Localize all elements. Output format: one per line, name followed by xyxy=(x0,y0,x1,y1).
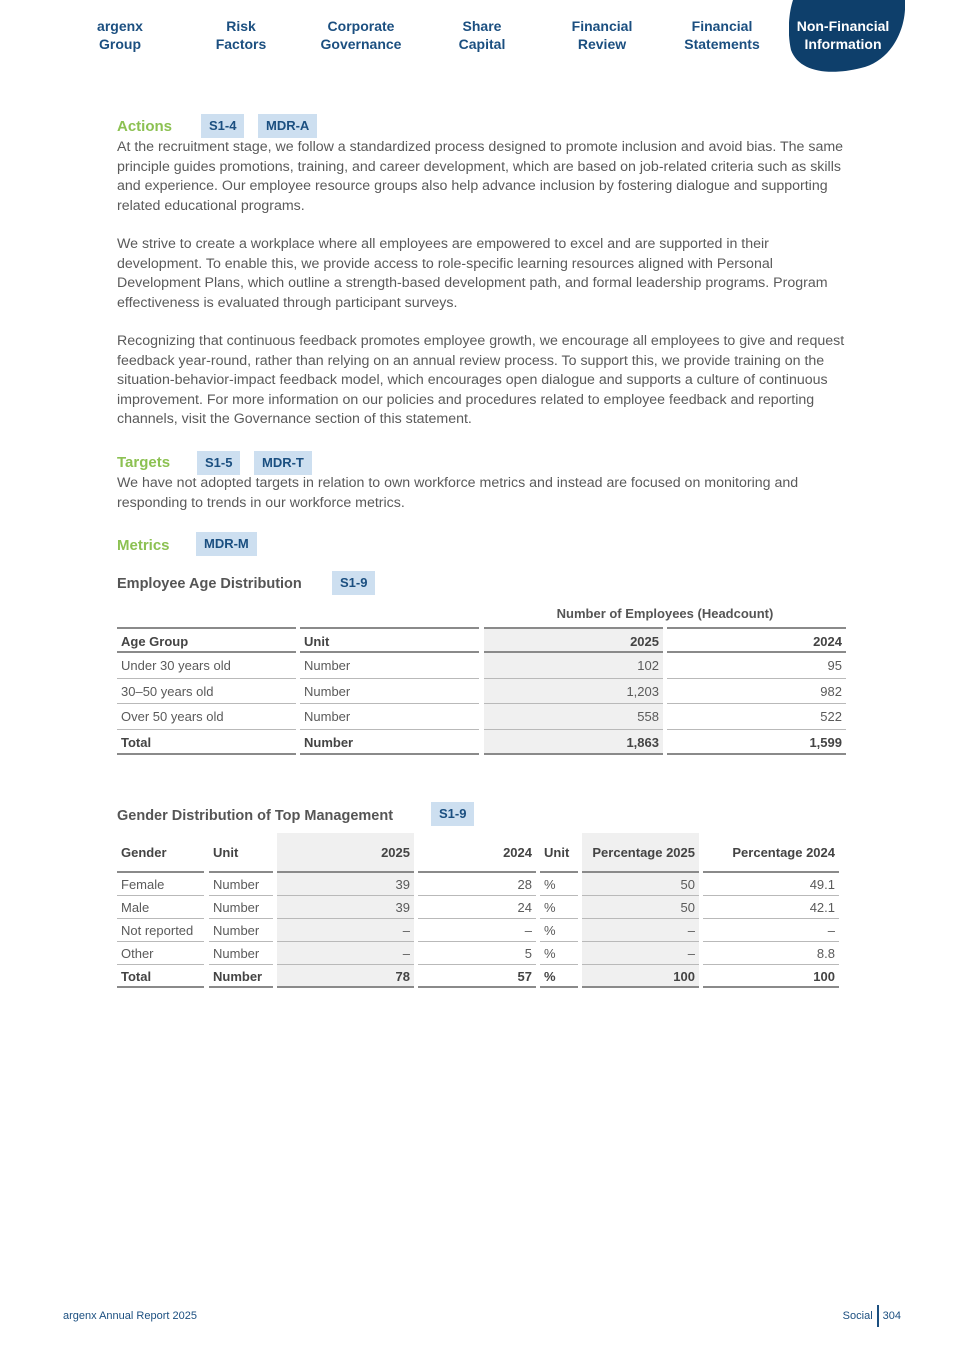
gender-table-row-cell: Male xyxy=(117,896,204,919)
targets-paragraph: We have not adopted targets in relation to own workforce metrics and instead are focused on monitoring and responding to trends in our workforce metrics. xyxy=(117,475,799,511)
table-header-cell: 2025 xyxy=(277,833,414,873)
table-header-cell: Percentage 2024 xyxy=(703,833,839,873)
gender-table-row-cell: 8.8 xyxy=(703,942,839,965)
gender-table-row-cell: 49.1 xyxy=(703,873,839,896)
top-navigation xyxy=(60,0,905,78)
gender-table-row-cell: – xyxy=(277,919,414,942)
table-total-cell: 78 xyxy=(277,965,414,988)
table-header-cell: Unit xyxy=(540,833,578,873)
age-table-row-cell: Under 30 years old xyxy=(117,653,296,679)
nav-item-financial-statements[interactable] xyxy=(662,17,782,53)
gender-table-row-cell: % xyxy=(540,873,578,896)
gender-table-row-cell: % xyxy=(540,896,578,919)
table-total-cell: % xyxy=(540,965,578,988)
gender-table-row-cell: Number xyxy=(209,896,273,919)
tag-s1-4[interactable]: S1-4 xyxy=(201,114,244,138)
age-table-row-cell: Over 50 years old xyxy=(117,704,296,730)
tag-s1-9-gender[interactable]: S1-9 xyxy=(431,802,474,826)
gender-table-row-cell: Number xyxy=(209,919,273,942)
actions-paragraph-3: Recognizing that continuous feedback promotes employee growth, we encourage all employees to give and request feedback year-round, rather than relying on an annual review process. To support this, we provide training on the situation-behavior-impact feedback model, which encourages open dialogue and supports a culture of continuous improvement. For more information on our policies and procedures related to employee feedback and reporting channels, visit the Governance section of this statement. xyxy=(117,333,845,427)
gender-table-row-cell: 5 xyxy=(418,942,536,965)
nav-label-line1: Risk xyxy=(226,18,256,34)
actions-heading: Actions xyxy=(117,118,173,135)
footer-report-title: argenx Annual Report 2025 xyxy=(63,1310,197,1322)
nav-label-line2: Statements xyxy=(684,36,760,52)
gender-table-row-cell: – xyxy=(582,942,699,965)
targets-heading: Targets xyxy=(117,454,171,471)
table-total-cell: 1,599 xyxy=(667,730,846,756)
table-total-cell: 100 xyxy=(582,965,699,988)
table-header-cell: 2024 xyxy=(418,833,536,873)
nav-item-financial-review[interactable] xyxy=(542,17,662,53)
tag-mdr-a[interactable]: MDR-A xyxy=(258,114,317,138)
age-table-row-cell: 558 xyxy=(484,704,663,730)
table-header-cell: Percentage 2025 xyxy=(582,833,699,873)
tag-s1-5[interactable]: S1-5 xyxy=(197,451,240,475)
gender-table-row-cell: 24 xyxy=(418,896,536,919)
gender-table-row-cell: % xyxy=(540,919,578,942)
gender-table-row-cell: Other xyxy=(117,942,204,965)
gender-table-row-cell: – xyxy=(703,919,839,942)
actions-paragraph-1: At the recruitment stage, we follow a standardized process designed to promote inclusion and avoid bias. The same principle guides promotions, training, and career development, which are based on job-related criteria such as skills and experience. Our employee resource groups also help advance inclusion by fostering dialogue and supporting related educational programs. xyxy=(117,139,844,214)
gender-table-title: Gender Distribution of Top Management xyxy=(117,808,394,824)
nav-label-line1: Financial xyxy=(571,18,633,34)
nav-label-line1: argenx xyxy=(97,18,143,34)
tag-mdr-t[interactable]: MDR-T xyxy=(254,451,312,475)
age-table-row-cell: Number xyxy=(300,653,479,679)
gender-table-row-cell: Number xyxy=(209,942,273,965)
gender-table-row-cell: 42.1 xyxy=(703,896,839,919)
gender-table-row-cell: 39 xyxy=(277,873,414,896)
gender-table-row-cell: 50 xyxy=(582,896,699,919)
age-table-row-cell: 982 xyxy=(667,679,846,705)
age-table-row-cell: 95 xyxy=(667,653,846,679)
gender-table-row-cell: Female xyxy=(117,873,204,896)
table-total-cell: 57 xyxy=(418,965,536,988)
table-total-cell: Total xyxy=(117,730,296,756)
age-table-row-cell: 30–50 years old xyxy=(117,679,296,705)
table-total-cell: Total xyxy=(117,965,204,988)
nav-label-line1: Non-Financial xyxy=(796,18,890,34)
age-table-row-cell: Number xyxy=(300,704,479,730)
nav-label-line2: Factors xyxy=(215,36,267,52)
nav-item-non-financial-information[interactable] xyxy=(783,17,903,53)
nav-label-line2: Review xyxy=(577,36,627,52)
table-header-cell: Gender xyxy=(117,833,204,873)
nav-label-line1: Financial xyxy=(691,18,753,34)
gender-table-row-cell: 28 xyxy=(418,873,536,896)
table-total-cell: 1,863 xyxy=(484,730,663,756)
nav-item-argenx-group[interactable] xyxy=(60,17,180,53)
table-header-cell: Unit xyxy=(209,833,273,873)
age-table-row-cell: Number xyxy=(300,679,479,705)
gender-table-row-cell: 39 xyxy=(277,896,414,919)
table-total-cell: 100 xyxy=(703,965,839,988)
age-table-row-cell: 1,203 xyxy=(484,679,663,705)
age-table-title: Employee Age Distribution xyxy=(117,576,302,592)
table-header-cell: 2024 xyxy=(667,627,846,653)
table-total-cell: Number xyxy=(209,965,273,988)
gender-table-row-cell: – xyxy=(582,919,699,942)
metrics-heading: Metrics xyxy=(117,537,170,554)
nav-item-share-capital[interactable] xyxy=(422,17,542,53)
nav-item-corporate-governance[interactable] xyxy=(301,17,421,53)
table-header-cell: 2025 xyxy=(484,627,663,653)
tag-mdr-m[interactable]: MDR-M xyxy=(196,532,257,556)
nav-item-risk-factors[interactable] xyxy=(181,17,301,53)
gender-table-row-cell: Not reported xyxy=(117,919,204,942)
age-table-row-cell: 522 xyxy=(667,704,846,730)
nav-label-line2: Capital xyxy=(458,36,506,52)
gender-table-row-cell: – xyxy=(277,942,414,965)
gender-table-row-cell: – xyxy=(418,919,536,942)
footer-divider xyxy=(877,1305,879,1327)
footer-section: Social xyxy=(842,1310,873,1322)
nav-label-line1: Share xyxy=(462,18,502,34)
footer-page-info xyxy=(843,1305,901,1327)
gender-table-row-cell: % xyxy=(540,942,578,965)
table-header-cell: Age Group xyxy=(117,627,296,653)
nav-label-line2: Group xyxy=(99,36,141,52)
footer-page-number: 304 xyxy=(882,1310,901,1322)
table-header-cell: Unit xyxy=(300,627,479,653)
age-table-row-cell: 102 xyxy=(484,653,663,679)
nav-label-line2: Information xyxy=(804,36,882,52)
gender-table-row-cell: Number xyxy=(209,873,273,896)
actions-paragraph-2: We strive to create a workplace where all employees are empowered to excel and are supported in their development. To enable this, we provide access to role-specific learning resources aligned with Personal Development Plans, which outline a strength-based development path, and formal leadership programs. Program effectiveness is evaluated through participant surveys. xyxy=(117,236,828,311)
age-table-super-header: Number of Employees (Headcount) xyxy=(556,606,774,621)
tag-s1-9-age[interactable]: S1-9 xyxy=(332,571,375,595)
nav-label-line1: Corporate xyxy=(327,18,395,34)
nav-label-line2: Governance xyxy=(320,36,402,52)
table-total-cell: Number xyxy=(300,730,479,756)
gender-table-row-cell: 50 xyxy=(582,873,699,896)
